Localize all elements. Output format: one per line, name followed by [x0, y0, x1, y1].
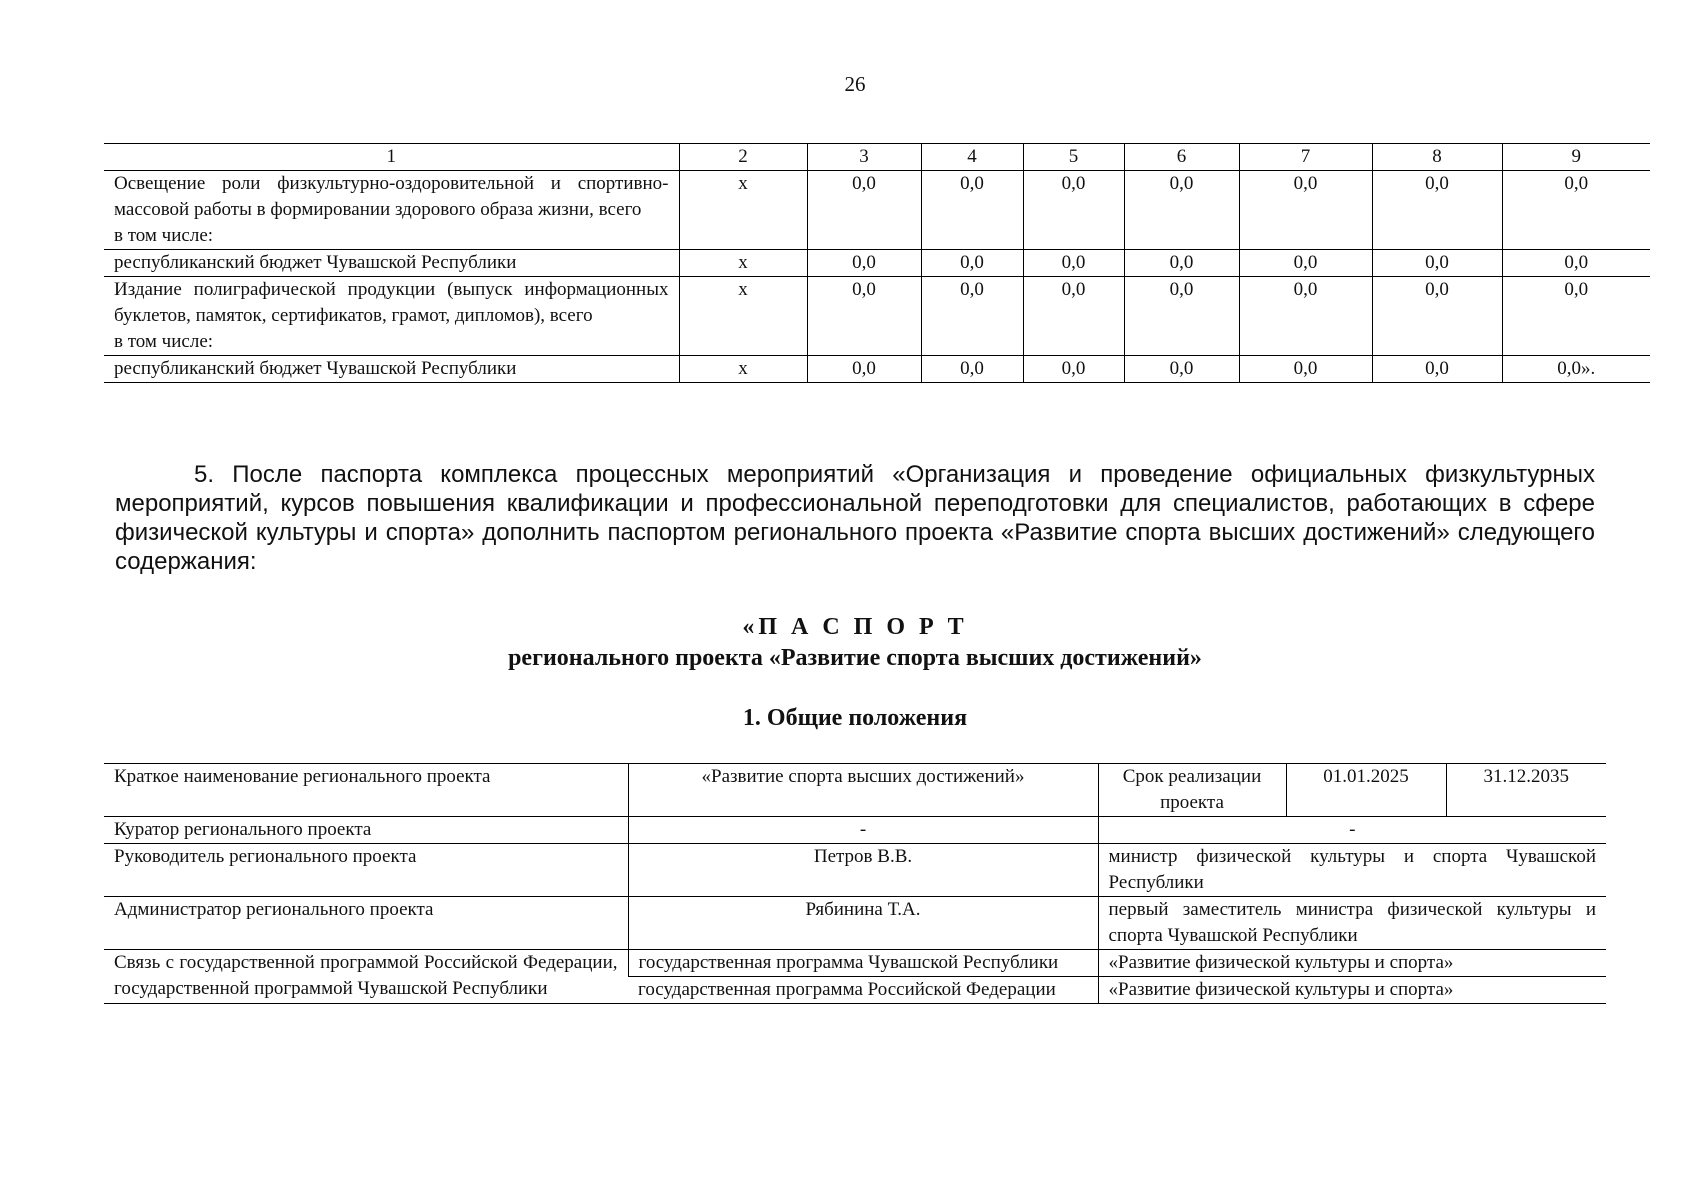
row-value: 0,0 [921, 171, 1023, 250]
column-number: 8 [1372, 144, 1502, 171]
finance-table [104, 143, 1650, 383]
admin-value: Рябинина Т.А. [628, 897, 1098, 950]
general-provisions-table [104, 763, 1606, 1004]
page-number: 26 [844, 72, 866, 96]
row-value: 0,0 [1124, 356, 1239, 383]
row-value: 0,0 [1502, 250, 1650, 277]
row-value: 0,0 [1023, 250, 1124, 277]
curator-value: - [628, 817, 1098, 844]
program-regional-label: государственная программа Чувашской Республики [628, 950, 1098, 977]
column-number: 6 [1124, 144, 1239, 171]
column-number: 2 [679, 144, 807, 171]
table-row [104, 764, 1606, 817]
table-row [104, 897, 1606, 950]
row-col2: х [679, 171, 807, 250]
column-number: 7 [1239, 144, 1372, 171]
row-value: 0,0 [1124, 250, 1239, 277]
table-row [104, 277, 1650, 356]
row-value: 0,0 [1502, 277, 1650, 356]
column-number: 3 [807, 144, 921, 171]
passport-subtitle: регионального проекта «Развитие спорта высших достижений» [508, 645, 1202, 671]
row-name: Освещение роли физкультурно-оздоровительной и спортивно-массовой работы в формировании здорового образа жизни, всего [114, 173, 669, 220]
row-name: республиканский бюджет Чувашской Республики [104, 250, 679, 277]
row-value: 0,0 [1372, 250, 1502, 277]
row-value: 0,0». [1502, 356, 1650, 383]
curator-position: - [1098, 817, 1606, 844]
column-number: 5 [1023, 144, 1124, 171]
head-value: Петров В.В. [628, 844, 1098, 897]
row-subtitle: в том числе: [114, 225, 214, 246]
row-subtitle: в том числе: [114, 331, 214, 352]
row-value: 0,0 [921, 356, 1023, 383]
row-col2: х [679, 277, 807, 356]
row-name: республиканский бюджет Чувашской Республики [104, 356, 679, 383]
amendment-paragraph: 5. После паспорта комплекса процессных мероприятий «Организация и проведение официальных физкультурных мероприятий, курсов повышения квалификации и профессиональной переподготовки для специалистов, работающих в сфере физической культуры и спорта» дополнить паспортом регионального проекта «Развитие спорта высших достижений» следующего содержания: [115, 461, 1595, 575]
row-value: 0,0 [1023, 171, 1124, 250]
row-value: 0,0 [807, 171, 921, 250]
row-col2: х [679, 356, 807, 383]
row-value: 0,0 [1239, 356, 1372, 383]
start-date: 01.01.2025 [1286, 764, 1446, 817]
program-federal-label: государственная программа Российской Федерации [628, 977, 1098, 1004]
row-value: 0,0 [807, 250, 921, 277]
column-number: 9 [1502, 144, 1650, 171]
end-date: 31.12.2035 [1446, 764, 1606, 817]
row-value: 0,0 [1239, 171, 1372, 250]
row-name-cell [104, 171, 679, 250]
table-row [104, 356, 1650, 383]
row-value: 0,0 [1023, 277, 1124, 356]
row-value: 0,0 [807, 356, 921, 383]
row-value: 0,0 [1372, 171, 1502, 250]
row-value: 0,0 [1023, 356, 1124, 383]
admin-label: Администратор регионального проекта [104, 897, 628, 950]
table-header-row [104, 144, 1650, 171]
table-row [104, 171, 1650, 250]
row-value: 0,0 [1239, 277, 1372, 356]
term-label: Срок реализации проекта [1098, 764, 1286, 817]
program-link-label: Связь с государственной программой Российской Федерации, государственной программой Чувашской Республики [104, 950, 628, 1004]
column-number: 4 [921, 144, 1023, 171]
column-number: 1 [104, 144, 679, 171]
program-federal-value: «Развитие физической культуры и спорта» [1098, 977, 1606, 1004]
table-row [104, 950, 1606, 977]
row-value: 0,0 [921, 250, 1023, 277]
row-name: Издание полиграфической продукции (выпуск информационных буклетов, памяток, сертификатов, грамот, дипломов), всего [114, 279, 669, 326]
table-row [104, 250, 1650, 277]
table-row [104, 817, 1606, 844]
row-value: 0,0 [921, 277, 1023, 356]
program-regional-value: «Развитие физической культуры и спорта» [1098, 950, 1606, 977]
row-value: 0,0 [1502, 171, 1650, 250]
passport-title: «П А С П О Р Т [742, 614, 968, 640]
short-name-value: «Развитие спорта высших достижений» [628, 764, 1098, 817]
row-col2: х [679, 250, 807, 277]
row-value: 0,0 [807, 277, 921, 356]
head-position: министр физической культуры и спорта Чувашской Республики [1098, 844, 1606, 897]
table-row [104, 844, 1606, 897]
row-value: 0,0 [1124, 277, 1239, 356]
section-title: 1. Общие положения [742, 705, 968, 731]
curator-label: Куратор регионального проекта [104, 817, 628, 844]
short-name-label: Краткое наименование регионального проекта [104, 764, 628, 817]
row-value: 0,0 [1372, 356, 1502, 383]
row-value: 0,0 [1124, 171, 1239, 250]
row-name-cell [104, 277, 679, 356]
admin-position: первый заместитель министра физической культуры и спорта Чувашской Республики [1098, 897, 1606, 950]
row-value: 0,0 [1239, 250, 1372, 277]
row-value: 0,0 [1372, 277, 1502, 356]
head-label: Руководитель регионального проекта [104, 844, 628, 897]
